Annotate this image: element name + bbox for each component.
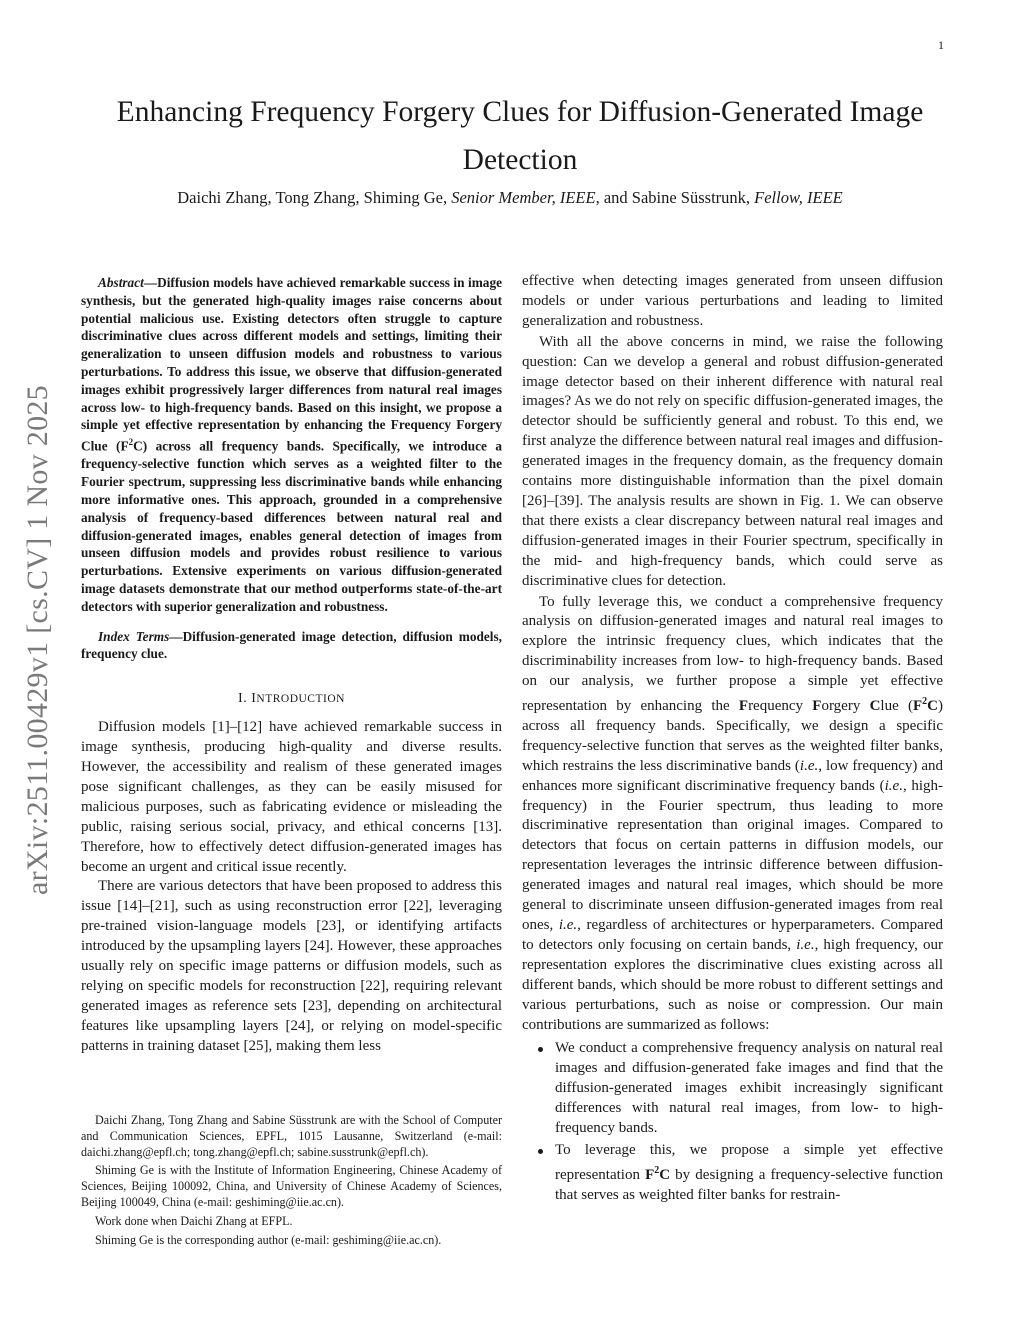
list-item-text: We conduct a comprehensive frequency analysis on natural real images and diffusion-generated fake images and find that the diffusion-generated images exhibit increasingly significant differences with natural real images, from low- to high-frequency bands. bbox=[555, 1040, 943, 1137]
paragraph: With all the above concerns in mind, we raise the following question: Can we develop a general and robust diffusion-generated image detector based on their inherent difference with natural real images? As we do not rely on specific diffusion-generated images, the detector should be sufficiently general and robust. To this end, we first analyze the difference between natural real images and diffusion-generated images in the frequency domain, as the frequency domain contains more distinguishable information than the pixel domain [26]–[39]. The analysis results are shown in Fig. 1. We can observe that there exists a clear discrepancy between natural real images and diffusion-generated images in their Fourier spectrum, specifically in the mid- and high-frequency bands, which could serve as discriminative clues for detection. bbox=[522, 333, 943, 589]
footnotes bbox=[81, 1113, 502, 1251]
paragraph: There are various detectors that have been proposed to address this issue [14]–[21], such as using reconstruction error [22], leveraging pre-trained vision-language models [23], or identifying artifacts introduced by the upsampling layers [24]. However, these approaches usually rely on specific image patterns or diffusion models, such as relying on specific models for reconstruction [22], requiring relevant generated images as reference sets [23], depending on architectural features like upsampling layers [24], or relying on model-specific patterns in training dataset [25], making them less bbox=[81, 878, 502, 1054]
abstract-label: Abstract bbox=[98, 275, 144, 290]
footnote: Shiming Ge is with the Institute of Information Engineering, Chinese Academy of Sciences, Beijing 100092, China, and University of Chinese Academy of Sciences, Beijing 100049, China (e-mail: geshiming@iie.ac.cn). bbox=[81, 1163, 502, 1209]
bullet-icon bbox=[538, 1149, 543, 1154]
footnote: Daichi Zhang, Tong Zhang and Sabine Süsstrunk are with the School of Computer and Communication Sciences, EPFL, 1015 Lausanne, Switzerland (e-mail: daichi.zhang@epfl.ch; tong.zhang@epfl.ch; sabine.susstrunk@epfl.ch). bbox=[81, 1113, 502, 1159]
list-item-text: To leverage this, we propose a simple yet effective representation bbox=[555, 1141, 943, 1183]
section-number: I. bbox=[238, 691, 252, 707]
section-heading bbox=[81, 691, 502, 707]
index-terms-label: Index Terms bbox=[98, 628, 170, 644]
text-run: , regardless of architectures or hyperparameters. Compared to detectors only focusing on certain bands, bbox=[522, 917, 943, 953]
index-terms-dash: — bbox=[169, 628, 183, 644]
list-item-text: by designing a frequency-selective function that serves as weighted filter banks for restrain- bbox=[555, 1166, 943, 1203]
text-run: , high frequency, our representation explores the discriminative clues existing across all different bands, which should be more robust to different settings and various perturbations, such as noise or compression. Our main contributions are summarized as follows: bbox=[522, 936, 943, 1033]
abstract-text: C) across all frequency bands. Specifically, we introduce a frequency-selective function which serves as a weighted filter to the Fourier spectrum, suppressing less discriminative bands while enhancing more informative ones. This approach, grounded in a comprehensive analysis of frequency-based differences between natural real and diffusion-generated images, enables general detection of images from unseen diffusion models and provides robust resilience to various perturbations. Extensive experiments on various diffusion-generated image datasets demonstrate that our method outperforms state-of-the-art detectors with superior generalization and robustness. bbox=[81, 438, 503, 614]
author-membership: Fellow, IEEE bbox=[754, 188, 843, 207]
author-membership: Senior Member, IEEE bbox=[451, 188, 596, 207]
text-run: i.e. bbox=[799, 757, 819, 774]
footnote: Shiming Ge is the corresponding author (e-mail: geshiming@iie.ac.cn). bbox=[95, 1232, 442, 1247]
bullet-icon bbox=[538, 1047, 543, 1052]
paragraph: effective when detecting images generated from unseen diffusion models or under various perturbations and leading to limited generalization and robustness. bbox=[522, 273, 943, 329]
text-run: F bbox=[645, 1166, 655, 1183]
right-column bbox=[522, 272, 943, 1208]
paper-title: Enhancing Frequency Forgery Clues for Diffusion-Generated Image Detection bbox=[116, 96, 924, 176]
author-names: , and Sabine Süsstrunk, bbox=[595, 188, 755, 207]
text-run: , high-frequency) in the Fourier spectrum, thus leading to more discriminative representation than original images. Compared to detectors that focus on certain patterns in diffusion models, our representation leverages the intrinsic difference between diffusion-generated images and natural real images, which should be more general to discriminate unseen diffusion-generated images from real ones, bbox=[522, 777, 943, 933]
abstract bbox=[81, 274, 502, 616]
section-title: NTRODUCTION bbox=[256, 693, 345, 706]
list-item bbox=[522, 1141, 943, 1206]
section-initial: I bbox=[251, 691, 257, 707]
text-run: i.e. bbox=[884, 777, 903, 794]
text-run: requency bbox=[748, 698, 813, 715]
author-names: Daichi Zhang, Tong Zhang, Shiming Ge, bbox=[177, 188, 452, 207]
text-run: orgery bbox=[821, 698, 870, 715]
text-run: i.e. bbox=[558, 917, 578, 933]
superscript: 2 bbox=[128, 437, 134, 448]
text-run: C bbox=[869, 698, 881, 715]
text-run: C bbox=[927, 698, 938, 715]
text-run: F bbox=[912, 698, 923, 715]
text-run: , low frequency) and enhances more significant discriminative frequency bands ( bbox=[522, 757, 943, 794]
arxiv-identifier: arXiv:2511.00429v1 [cs.CV] 1 Nov 2025 bbox=[21, 385, 54, 895]
index-terms bbox=[81, 628, 502, 664]
superscript: 2 bbox=[922, 696, 928, 708]
superscript: 2 bbox=[654, 1164, 660, 1176]
text-run: ) across all frequency bands. Specifically, we design a specific frequency-selective function that serves as the weighted filter banks, which restrains the less discriminative bands ( bbox=[522, 698, 943, 774]
list-item bbox=[522, 1039, 943, 1139]
page-number: 1 bbox=[938, 38, 944, 52]
text-run: To fully leverage this, we conduct a comprehensive frequency analysis on diffusion-generated images and natural real images to explore the intrinsic frequency clues, which indicates that the discriminability increases from low- to high-frequency bands. Based on our analysis, we further propose a simple yet effective representation by enhancing the bbox=[522, 593, 943, 715]
abstract-text: Diffusion models have achieved remarkable success in image synthesis, but the generated high-quality images raise concerns about potential malicious use. Existing detectors often struggle to capture discriminative clues across different models and settings, limiting their generalization to unseen diffusion models and robustness to various perturbations. To address this issue, we observe that diffusion-generated images exhibit progressively larger differences from natural real images across low- to high-frequency bands. Based on this insight, we propose a simple yet effective representation by enhancing the Frequency Forgery Clue (F bbox=[81, 275, 502, 454]
abstract-dash: — bbox=[143, 275, 158, 290]
contribution-list bbox=[522, 1039, 943, 1205]
text-run: C bbox=[659, 1166, 671, 1183]
text-run: F bbox=[738, 698, 749, 715]
paragraph bbox=[522, 593, 943, 1036]
author-line bbox=[60, 188, 960, 208]
text-run: F bbox=[812, 698, 822, 715]
paragraph: Diffusion models [1]–[12] have achieved remarkable success in image synthesis, producing high-quality and diverse results. However, the accessibility and realism of these generated images pose significant challenges, as they can be easily misused for malicious purposes, such as fabricating evidence or misleading the public, raising serious social, privacy, and ethical concerns [13]. Therefore, how to effectively detect diffusion-generated images has become an urgent and critical issue recently. bbox=[81, 719, 502, 875]
text-run: i.e. bbox=[796, 936, 815, 953]
text-run: lue ( bbox=[880, 698, 913, 715]
index-terms-text: Diffusion-generated image detection, diffusion models, frequency clue. bbox=[81, 628, 503, 662]
left-column bbox=[81, 274, 502, 1057]
footnote: Work done when Daichi Zhang at EFPL. bbox=[95, 1213, 293, 1228]
